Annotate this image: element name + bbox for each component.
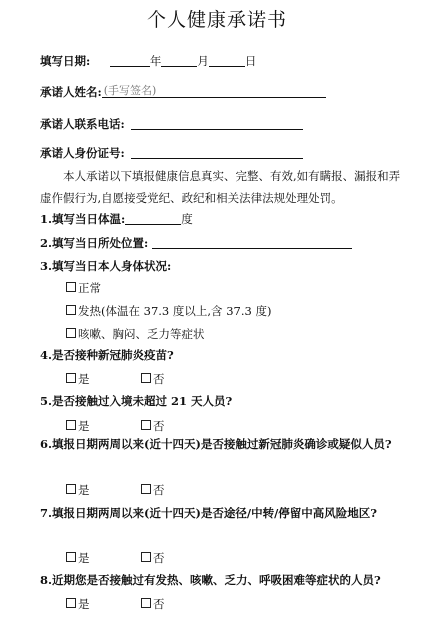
day-label: 日	[244, 54, 257, 68]
pledge-paragraph: 本人承诺以下填报健康信息真实、完整、有效,如有瞒报、漏报和弄虚作假行为,自愿接受党纪、政纪和相关法律法规处理处罚。	[40, 169, 401, 205]
q1-row	[40, 211, 193, 227]
q2-row	[40, 235, 352, 251]
checkbox[interactable]	[141, 598, 151, 608]
yes-label: 是	[78, 551, 90, 565]
q1-label: 1.填写当日体温:	[40, 212, 126, 226]
checkbox[interactable]	[66, 420, 76, 430]
checkbox[interactable]	[141, 484, 151, 494]
q7-yes[interactable]	[66, 550, 90, 566]
checkbox[interactable]	[141, 552, 151, 562]
q3-option-fever[interactable]	[66, 303, 271, 319]
checkbox[interactable]	[141, 373, 151, 383]
checkbox[interactable]	[66, 328, 76, 338]
phone-label: 承诺人联系电话:	[40, 117, 125, 131]
q6-yes[interactable]	[66, 482, 90, 498]
day-blank[interactable]	[209, 54, 245, 67]
q4-no[interactable]	[141, 371, 165, 387]
q7-no[interactable]	[141, 550, 165, 566]
yes-label: 是	[78, 597, 90, 611]
year-label: 年	[149, 54, 162, 68]
date-label: 填写日期:	[40, 54, 91, 68]
document-title: 个人健康承诺书	[146, 9, 287, 31]
q6-label: 6.填报日期两周以来(近十四天)是否接触过新冠肺炎确诊或疑似人员?	[40, 437, 392, 451]
q4-yes[interactable]	[66, 371, 90, 387]
q3-option-symptoms[interactable]	[66, 326, 205, 342]
temperature-blank[interactable]	[125, 212, 181, 225]
location-blank[interactable]	[152, 236, 352, 249]
option-label: 发热(体温在 37.3 度以上,含 37.3 度)	[78, 304, 272, 318]
option-label: 正常	[78, 281, 101, 295]
no-label: 否	[153, 483, 165, 497]
q8-no[interactable]	[141, 596, 165, 612]
checkbox[interactable]	[66, 305, 76, 315]
checkbox[interactable]	[66, 598, 76, 608]
no-label: 否	[153, 419, 165, 433]
q8-yes[interactable]	[66, 596, 90, 612]
q5-no[interactable]	[141, 418, 165, 434]
q6-no[interactable]	[141, 482, 165, 498]
checkbox[interactable]	[66, 552, 76, 562]
phone-blank[interactable]	[131, 117, 303, 130]
q8-label: 8.近期您是否接触过有发热、咳嗽、乏力、呼吸困难等症状的人员?	[40, 573, 381, 587]
checkbox[interactable]	[66, 484, 76, 494]
yes-label: 是	[78, 419, 90, 433]
phone-row	[40, 116, 303, 132]
id-blank[interactable]	[131, 146, 303, 159]
q2-label: 2.填写当日所处位置:	[40, 236, 149, 250]
name-label: 承诺人姓名:	[40, 85, 102, 99]
year-blank[interactable]	[110, 54, 150, 67]
checkbox[interactable]	[66, 282, 76, 292]
id-row	[40, 145, 303, 161]
no-label: 否	[153, 551, 165, 565]
q5-label: 5.是否接触过入境未超过 21 天人员?	[40, 394, 233, 408]
q4-label: 4.是否接种新冠肺炎疫苗?	[40, 348, 174, 362]
no-label: 否	[153, 372, 165, 386]
date-row	[40, 53, 256, 69]
yes-label: 是	[78, 483, 90, 497]
option-label: 咳嗽、胸闷、乏力等症状	[78, 327, 205, 341]
month-blank[interactable]	[161, 54, 197, 67]
yes-label: 是	[78, 372, 90, 386]
id-label: 承诺人身份证号:	[40, 146, 125, 160]
q1-unit: 度	[181, 212, 193, 226]
name-row	[40, 84, 326, 100]
checkbox[interactable]	[141, 420, 151, 430]
name-blank[interactable]	[102, 85, 326, 98]
month-label: 月	[197, 54, 209, 68]
checkbox[interactable]	[66, 373, 76, 383]
q5-yes[interactable]	[66, 418, 90, 434]
q7-label: 7.填报日期两周以来(近十四天)是否途径/中转/停留中高风险地区?	[40, 506, 378, 520]
no-label: 否	[153, 597, 165, 611]
q3-label: 3.填写当日本人身体状况:	[40, 259, 172, 273]
q3-option-normal[interactable]	[66, 280, 101, 296]
name-hint: (手写签名)	[103, 84, 157, 97]
